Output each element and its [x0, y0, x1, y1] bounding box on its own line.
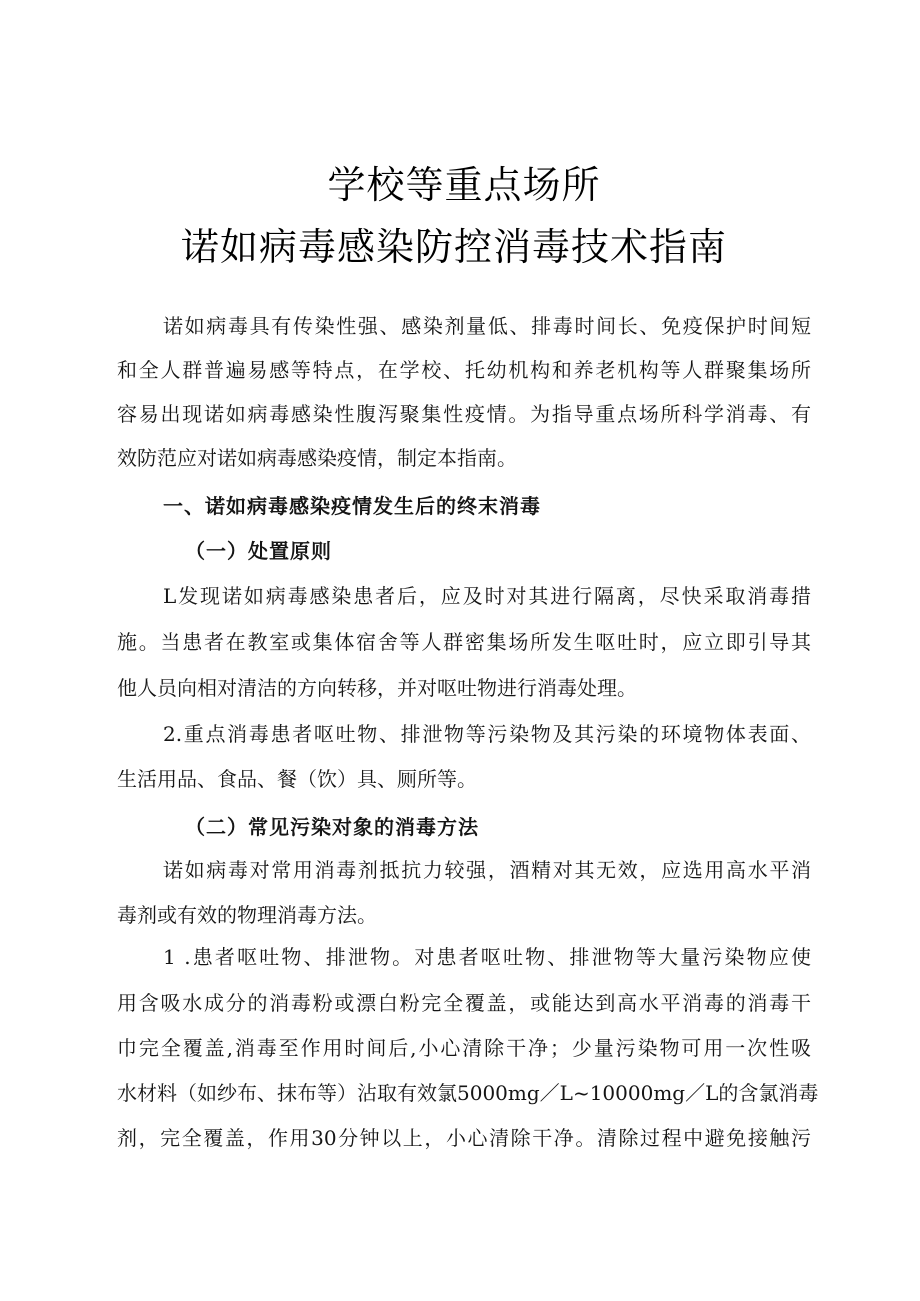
- section-heading: 一、诺如病毒感染疫情发生后的终末消毒: [163, 494, 541, 518]
- paragraph-line: 剂，完全覆盖，作用30分钟以上，小心清除干净。清除过程中避免接触污: [117, 1126, 811, 1150]
- paragraph-line: 生活用品、食品、餐（饮）具、厕所等。: [117, 767, 477, 791]
- paragraph-line: 用含吸水成分的消毒粉或漂白粉完全覆盖，或能达到高水平消毒的消毒干: [117, 991, 811, 1015]
- paragraph-line: 容易出现诺如病毒感染性腹泻聚集性疫情。为指导重点场所科学消毒、有: [117, 402, 811, 426]
- paragraph-line: 施。当患者在教室或集体宿舍等人群密集场所发生呕吐时，应立即引导其: [117, 630, 811, 654]
- paragraph-line: 水材料（如纱布、抹布等）沾取有效氯5000mg／L~10000mg／L的含氯消毒: [117, 1081, 819, 1105]
- subsection-heading: （二）常见污染对象的消毒方法: [185, 815, 479, 839]
- paragraph-line: 毒剂或有效的物理消毒方法。: [117, 903, 377, 927]
- subsection-heading: （一）处置原则: [185, 539, 332, 563]
- paragraph-line: 诺如病毒对常用消毒剂抵抗力较强，酒精对其无效，应选用高水平消: [163, 858, 811, 882]
- paragraph-line: 巾完全覆盖,消毒至作用时间后,小心清除干净；少量污染物可用一次性吸: [117, 1036, 811, 1060]
- document-title-line-1: 学校等重点场所: [327, 163, 601, 207]
- paragraph-line: L发现诺如病毒感染患者后，应及时对其进行隔离，尽快采取消毒措: [163, 584, 811, 608]
- paragraph-line: 和全人群普遍易感等特点，在学校、托幼机构和养老机构等人群聚集场所: [117, 358, 811, 382]
- paragraph-line: 2.重点消毒患者呕吐物、排泄物等污染物及其污染的环境物体表面、: [163, 722, 811, 746]
- paragraph-line: 效防范应对诺如病毒感染疫情，制定本指南。: [117, 446, 517, 470]
- paragraph-line: 1 .患者呕吐物、排泄物。对患者呕吐物、排泄物等大量污染物应使: [163, 945, 811, 969]
- paragraph-line: 他人员向相对清洁的方向转移，并对呕吐物进行消毒处理。: [117, 676, 637, 700]
- paragraph-line: 诺如病毒具有传染性强、感染剂量低、排毒时间长、免疫保护时间短: [163, 314, 811, 338]
- document-title-line-2: 诺如病毒感染防控消毒技术指南: [180, 225, 727, 269]
